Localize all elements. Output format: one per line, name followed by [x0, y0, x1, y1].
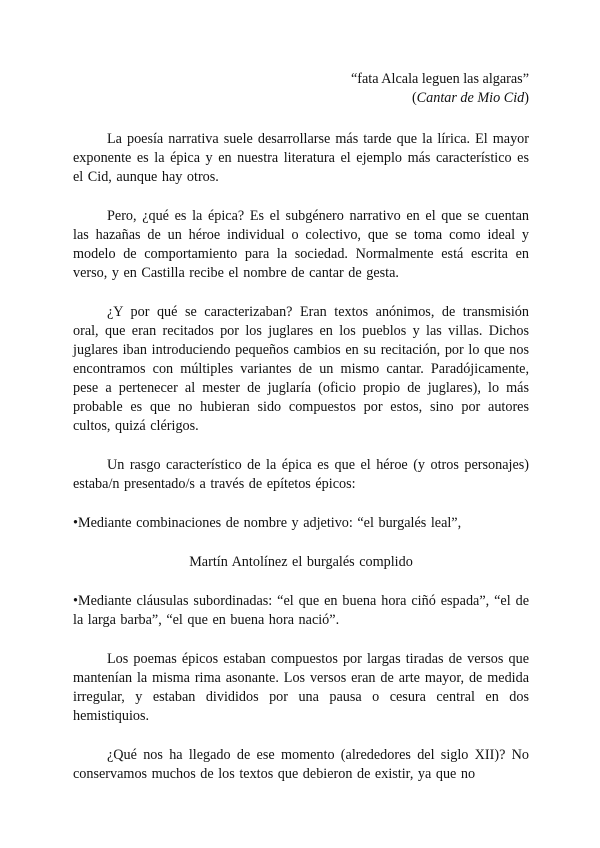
bullet-combinations: •Mediante combinaciones de nombre y adjetivo: “el burgalés leal”, — [73, 515, 462, 531]
paragraph-verse-structure: Los poemas épicos estaban compuestos por largas tiradas de versos que mantenían la misma rima asonante. Los versos eran de arte mayor, de medida irregular, y estaban divididos por una pausa o cesura central en dos hemistiquios. — [73, 651, 529, 724]
epigraph-source-open: ( — [411, 90, 417, 106]
paragraph-surviving-texts: ¿Qué nos ha llegado de ese momento (alrededores del siglo XII)? No conservamos muchos de los textos que debieron de existir, ya que no — [73, 747, 529, 782]
bullet-subordinate-clauses: •Mediante cláusulas subordinadas: “el que en buena hora ciñó espada”, “el de la larga barba”, “el que en buena hora nació”. — [73, 593, 529, 628]
paragraph-intro: La poesía narrativa suele desarrollarse más tarde que la lírica. El mayor exponente es la épica y en nuestra literatura el ejemplo más característico es el Cid, aunque hay otros. — [73, 131, 529, 185]
example-verse: Martín Antolínez el burgalés complido — [189, 554, 413, 570]
epigraph-quote: “fata Alcala leguen las algaras” — [350, 71, 529, 87]
document-page — [73, 70, 529, 784]
epigraph-source — [73, 89, 529, 108]
epigraph-source-title: Cantar de Mio Cid — [416, 90, 525, 106]
paragraph-characteristics: ¿Y por qué se caracterizaban? Eran textos anónimos, de transmisión oral, que eran recitados por los juglares en los pueblos y las villas. Dichos juglares iban introduciendo pequeños cambios en su recitación, por lo que nos encontramos con múltiples variantes de un mismo cantar. Paradójicamente, pese a pertenecer al mester de juglaría (oficio propio de juglares), lo más probable es que no hubieran sido compuestos por estos, sino por autores cultos, quizá clérigos. — [73, 304, 529, 434]
epigraph-source-close: ) — [524, 90, 529, 106]
paragraph-definition: Pero, ¿qué es la épica? Es el subgénero narrativo en el que se cuentan las hazañas de un héroe individual o colectivo, que se toma como ideal y modelo de comportamiento para la sociedad. Normalmente está escrita en verso, y en Castilla recibe el nombre de cantar de gesta. — [73, 208, 529, 281]
paragraph-epithets: Un rasgo característico de la épica es que el héroe (y otros personajes) estaba/n presentado/s a través de epítetos épicos: — [73, 457, 529, 492]
